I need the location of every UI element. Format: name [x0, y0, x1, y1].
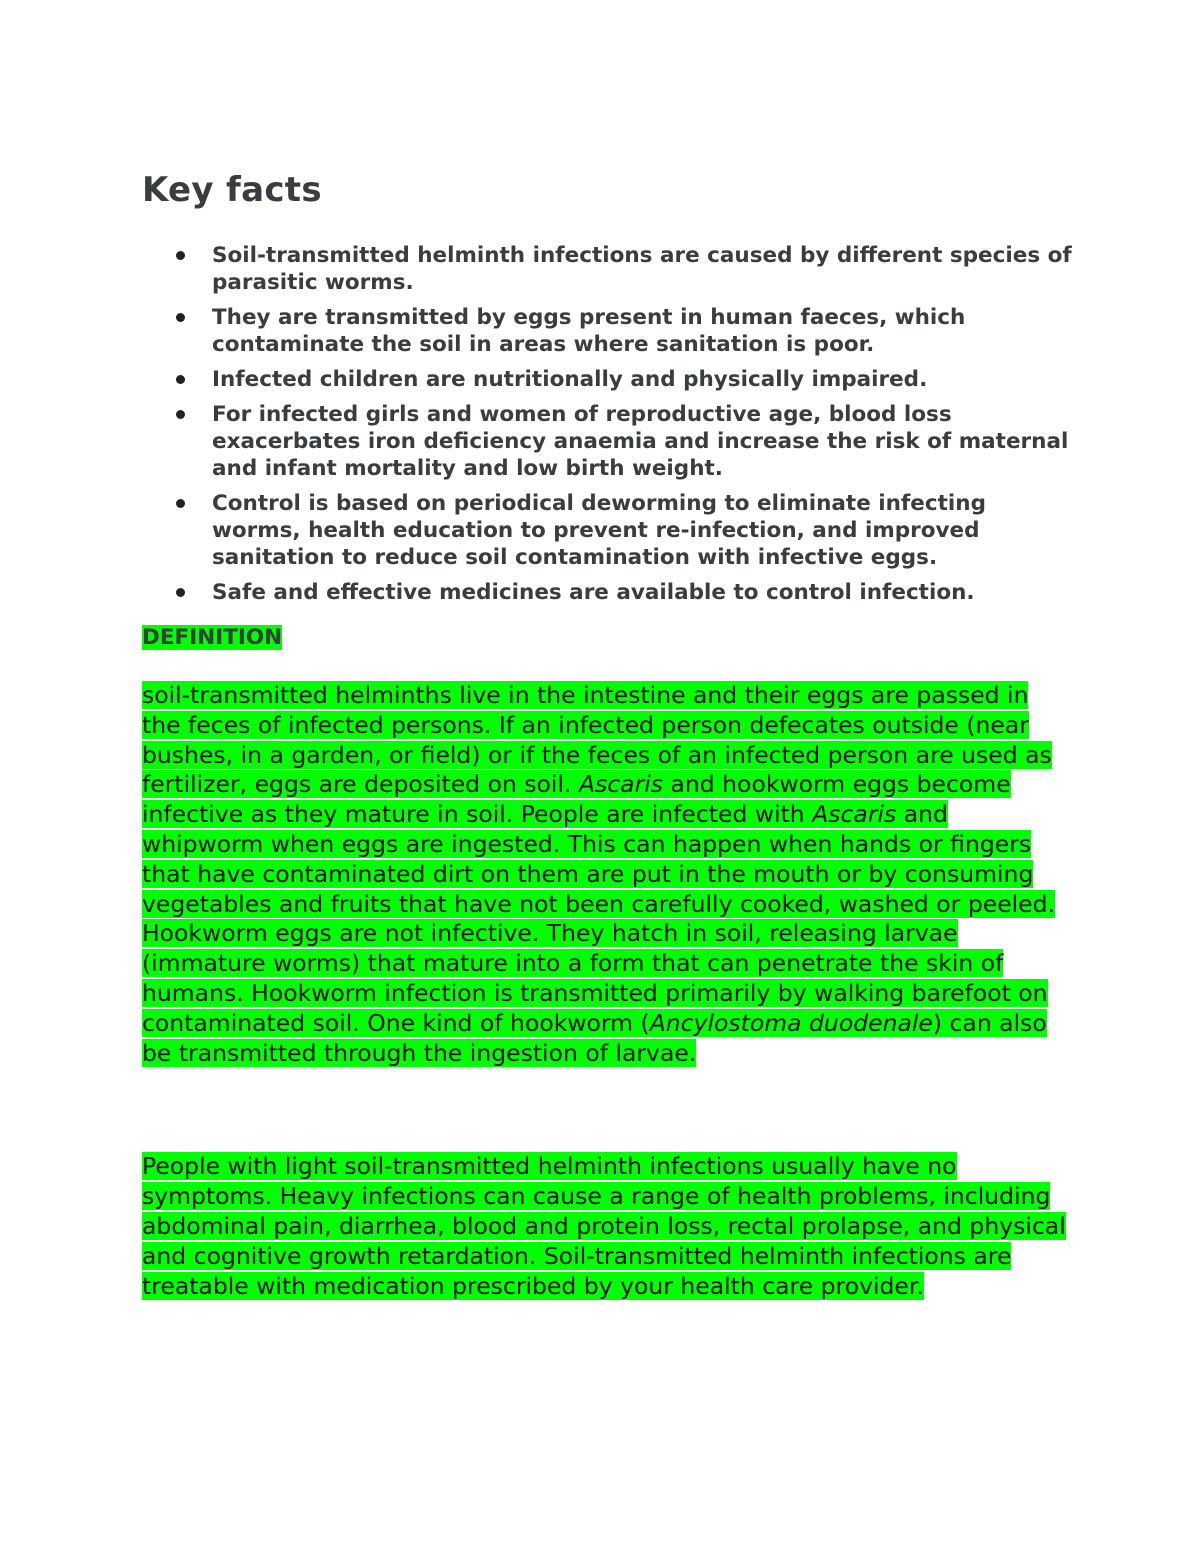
- bullet-icon: [176, 375, 185, 384]
- list-item-text: Control is based on periodical deworming to eliminate infecting worms, health education to prevent re-infection, and improved sanitation to reduce soil contamination with infective eggs.: [212, 491, 986, 570]
- highlighted-text: [142, 681, 1055, 1067]
- list-item: [142, 490, 1072, 571]
- highlighted-text: People with light soil-transmitted helminth infections usually have no symptoms. Heavy infections can cause a range of health problems, including abdominal pain, diarrhea, blood and protein loss, rectal prolapse, and physical and cognitive growth retardation. Soil-transmitted helminth infections are treatable with medication prescribed by your health care provider.: [142, 1152, 1066, 1300]
- list-item-text: Safe and effective medicines are available to control infection.: [212, 580, 975, 605]
- list-item-text: Soil-transmitted helminth infections are caused by different species of parasitic worms.: [212, 243, 1072, 295]
- list-item: [142, 242, 1072, 296]
- italic-term: Ascaris: [812, 800, 897, 829]
- list-item-text: They are transmitted by eggs present in human faeces, which contaminate the soil in areas where sanitation is poor.: [212, 305, 966, 357]
- italic-term: Ancylostoma duodenale: [649, 1008, 933, 1037]
- list-item-text: Infected children are nutritionally and physically impaired.: [212, 367, 928, 392]
- definition-heading-text: DEFINITION: [142, 625, 283, 650]
- bullet-icon: [176, 588, 185, 597]
- page-title: Key facts: [142, 170, 322, 210]
- document-page: [142, 168, 1072, 1301]
- definition-heading: [142, 624, 1072, 651]
- italic-term: Ascaris: [578, 770, 664, 799]
- text-run: soil-transmitted helminths live in the intestine and their eggs are passed in the feces of infected persons. If an infected person defecates outside (near bushes, in a garden, or field) or if the feces of an infected person are used as fertilizer, eggs are deposited on soil.: [142, 681, 1052, 799]
- bullet-icon: [176, 313, 185, 322]
- text-run: and hookworm eggs become infective as they mature in soil. People are infected with: [142, 770, 1011, 829]
- key-facts-list: [142, 242, 1072, 606]
- bullet-icon: [176, 251, 185, 260]
- list-item: [142, 401, 1072, 482]
- text-run: and whipworm when eggs are ingested. This can happen when hands or fingers that have contaminated dirt on them are put in the mouth or by consuming vegetables and fruits that have not been carefully cooked, washed or peeled. Hookworm eggs are not infective. They hatch in soil, releasing larvae (immature worms) that mature into a form that can penetrate the skin of humans. Hookworm infection is transmitted primarily by walking barefoot on contaminated soil. One kind of hookworm (: [142, 800, 1056, 1037]
- bullet-icon: [176, 499, 185, 508]
- bullet-icon: [176, 410, 185, 419]
- list-item: [142, 579, 1072, 606]
- definition-paragraph: [142, 681, 1072, 1068]
- text-run: ) can also be transmitted through the ingestion of larvae.: [142, 1008, 1047, 1067]
- symptoms-paragraph: [142, 1152, 1072, 1301]
- list-item: [142, 304, 1072, 358]
- list-item-text: For infected girls and women of reproductive age, blood loss exacerbates iron deficiency anaemia and increase the risk of maternal and infant mortality and low birth weight.: [212, 402, 1069, 481]
- list-item: [142, 366, 1072, 393]
